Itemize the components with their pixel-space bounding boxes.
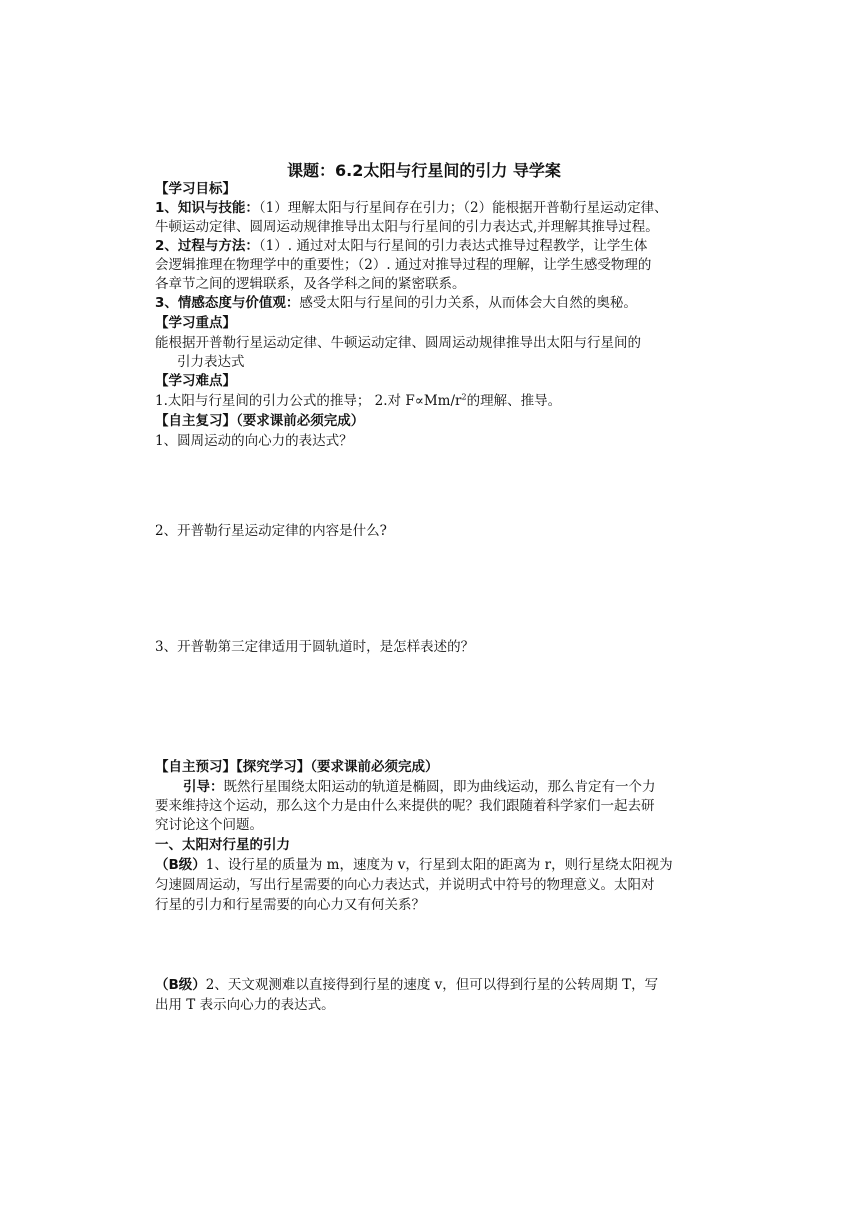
preview-q2-line1: [155, 976, 658, 995]
difficulties-text-a: 1.太阳与行星间的引力公式的推导； 2.对 F∝Mm/r: [155, 393, 462, 409]
preview-intro-text: 既然行星围绕太阳运动的轨道是椭圆，即为曲线运动，那么肯定有一个力: [223, 779, 656, 795]
objective-process-text: （1）. 通过对太阳与行星间的引力表达式推导过程教学，让学生体: [258, 238, 648, 254]
objective-knowledge-text: （1）理解太阳与行星间存在引力；（2）能根据开普勒行星运动定律、: [258, 200, 668, 216]
key-points-heading: 【学习重点】: [155, 315, 236, 331]
objectives-heading: 【学习目标】: [155, 181, 236, 197]
objective-process-line3: 各章节之间的逻辑联系，及各学科之间的紧密联系。: [155, 276, 466, 292]
preview-q2-text: 2、天文观测难以直接得到行星的速度 v，但可以得到行星的公转周期 T，写: [205, 977, 659, 993]
preview-q1-line2: 匀速圆周运动，写出行星需要的向心力表达式，并说明式中符号的物理意义。太阳对: [155, 877, 655, 893]
objective-process-line1: [155, 237, 647, 256]
review-question-1: 1、圆周运动的向心力的表达式？: [155, 433, 353, 449]
preview-q1-line3: 行星的引力和行星需要的向心力又有何关系？: [155, 897, 425, 913]
review-question-2: 2、开普勒行星运动定律的内容是什么?: [155, 523, 387, 539]
objective-knowledge-line1: [155, 199, 668, 218]
preview-heading: 【自主预习】【探究学习】（要求课前必须完成）: [155, 759, 439, 775]
preview-intro-line2: 要来维持这个运动，那么这个力是由什么来提供的呢？我们跟随着科学家们一起去研: [155, 798, 655, 814]
objective-emotion-text: 感受太阳与行星间的引力关系，从而体会大自然的奥秘。: [299, 295, 637, 311]
objective-process-line2: 会逻辑推理在物理学中的重要性；（2）. 通过对推导过程的理解，让学生感受物理的: [155, 257, 652, 273]
preview-q1-line1: [155, 856, 673, 875]
objective-emotion-label: 3、情感态度与价值观：: [155, 295, 300, 311]
objective-knowledge-line2: 牛顿运动定律、圆周运动规律推导出太阳与行星间的引力表达式,并理解其推导过程。: [155, 219, 659, 235]
preview-q1-text: 1、设行星的质量为 m，速度为 v，行星到太阳的距离为 r，则行星绕太阳视为: [205, 857, 673, 873]
difficulties-heading: 【学习难点】: [155, 373, 236, 389]
section-1-heading: 一、太阳对行星的引力: [155, 837, 290, 853]
difficulties-exponent: 2: [461, 392, 467, 402]
page-title: 课题：6.2太阳与行星间的引力 导学案: [287, 161, 561, 180]
preview-q1-level: （B级）: [155, 857, 206, 873]
objective-process-label: 2、过程与方法：: [155, 238, 259, 254]
key-points-line2: 引力表达式: [177, 354, 245, 370]
objective-knowledge-label: 1、知识与技能：: [155, 200, 259, 216]
review-question-3: 3、开普勒第三定律适用于圆轨道时，是怎样表述的？: [155, 639, 475, 655]
preview-intro-label: 引导：: [183, 779, 224, 795]
preview-q2-level: （B级）: [155, 977, 206, 993]
preview-intro-line3: 究讨论这个问题。: [155, 817, 263, 833]
review-heading: 【自主复习】（要求课前必须完成）: [155, 413, 365, 429]
objective-emotion-line: [155, 294, 637, 313]
preview-q2-line2: 出用 T 表示向心力的表达式。: [155, 997, 335, 1013]
preview-intro-line1: [183, 778, 656, 797]
difficulties-line: [155, 392, 561, 411]
difficulties-text-b: 的理解、推导。: [466, 393, 562, 409]
key-points-line1: 能根据开普勒行星运动定律、牛顿运动定律、圆周运动规律推导出太阳与行星间的: [155, 335, 641, 351]
